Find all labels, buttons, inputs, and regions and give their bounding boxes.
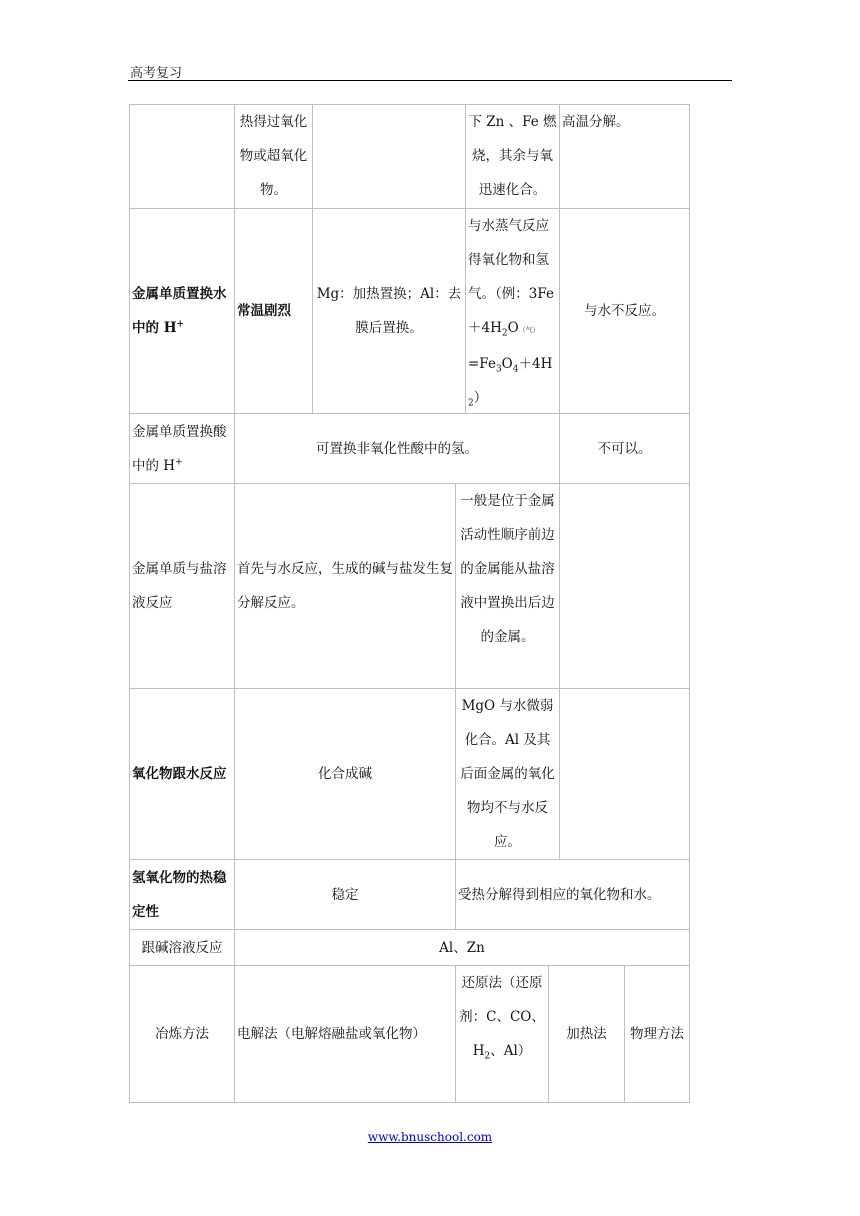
r1-c1-empty — [129, 104, 235, 209]
r1-c2: 热得过氧化物或超氧化物。 — [234, 104, 313, 209]
r6-span: 稳定 — [234, 859, 456, 930]
r2-c4-e: ＋4H — [518, 356, 553, 372]
r1-c4: 下 Zn 、Fe 燃烧，其余与氧迅速化合。 — [465, 104, 560, 209]
r2-c4-b: O — [507, 320, 519, 336]
r8-label: 冶炼方法 — [129, 965, 235, 1103]
r2-c4-c: =Fe — [468, 356, 496, 372]
r2-c4-f: ） — [473, 390, 488, 406]
header-rule — [128, 80, 732, 81]
r2-label-sup: + — [176, 319, 185, 330]
r2-c4-a: 与水蒸气反应得氧化物和氢气。（例：3Fe＋4H — [468, 218, 554, 336]
r8-c4 — [455, 965, 549, 1103]
r2-c4 — [465, 208, 560, 414]
r5-c4: MgO 与水微弱化合。Al 及其后面金属的氧化物均不与水反应。 — [455, 688, 560, 860]
r8-c4-b: 、Al） — [490, 1043, 532, 1059]
r2-c4-tiny: （气） — [518, 326, 540, 334]
r2-c4-d: O — [501, 356, 513, 372]
r2-c4-sub4: 2 — [468, 398, 474, 409]
r4-c5-empty — [559, 483, 690, 689]
r3-c5: 不可以。 — [559, 413, 690, 484]
r3-label-text: 金属单质置换酸中的 H — [132, 423, 227, 474]
r7-label: 跟碱溶液反应 — [129, 929, 235, 966]
r8-c4-a: 还原法（还原剂：C、CO、H — [459, 975, 545, 1059]
r4-span: 首先与水反应，生成的碱与盐发生复分解反应。 — [234, 483, 456, 689]
r6-right: 受热分解得到相应的氧化物和水。 — [455, 859, 690, 930]
r2-c4-sub3: 4 — [512, 364, 519, 375]
r1-c3-empty — [312, 104, 466, 209]
r5-label: 氧化物跟水反应 — [129, 688, 235, 860]
r8-c4-sub: 2 — [484, 1051, 491, 1062]
r1-c5: 高温分解。 — [559, 104, 690, 209]
r2-label — [129, 208, 235, 414]
r2-c3: Mg：加热置换；Al：去膜后置换。 — [312, 208, 466, 414]
r8-c6: 物理方法 — [624, 965, 690, 1103]
r4-c4: 一般是位于金属活动性顺序前边的金属能从盐溶液中置换出后边的金属。 — [455, 483, 560, 689]
r7-span: Al、Zn — [234, 929, 690, 966]
footer-website-link[interactable]: www.bnuschool.com — [367, 1130, 493, 1144]
r2-c4-sub2: 3 — [495, 364, 502, 375]
r8-c5: 加热法 — [548, 965, 625, 1103]
r2-c2: 常温剧烈 — [234, 208, 313, 414]
r2-label-text: 金属单质置换水中的 H — [132, 286, 227, 336]
r6-label: 氢氧化物的热稳定性 — [129, 859, 235, 930]
r5-span: 化合成碱 — [234, 688, 456, 860]
r3-label — [129, 413, 235, 484]
r3-span: 可置换非氧化性酸中的氢。 — [234, 413, 560, 484]
r4-label: 金属单质与盐溶液反应 — [129, 483, 235, 689]
r5-c5-empty — [559, 688, 690, 860]
r2-c5: 与水不反应。 — [559, 208, 690, 414]
r8-c2: 电解法（电解熔融盐或氧化物） — [234, 965, 456, 1103]
page-header-title: 高考复习 — [130, 66, 183, 81]
r3-label-sup: + — [175, 457, 183, 467]
r2-c4-sub1: 2 — [501, 328, 508, 339]
